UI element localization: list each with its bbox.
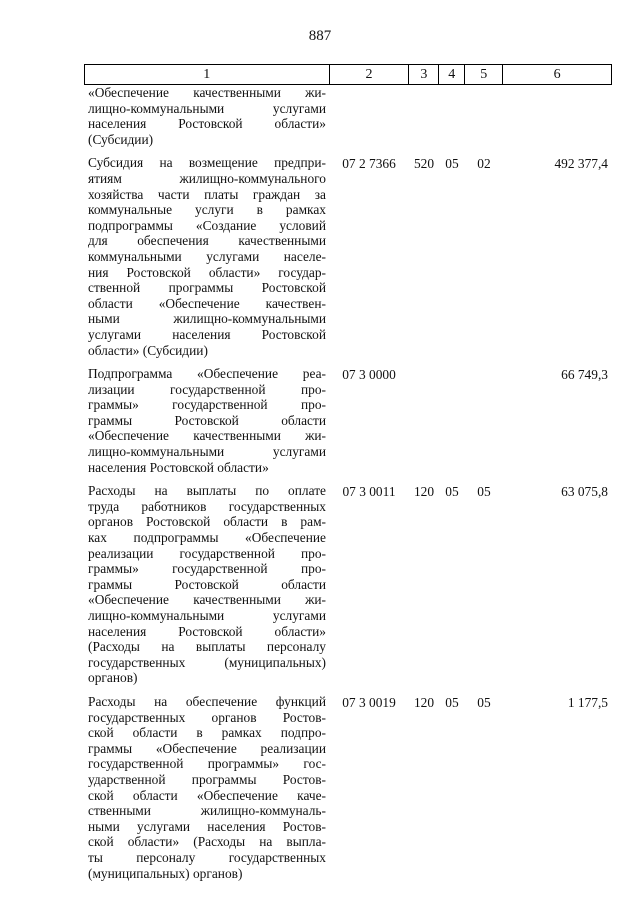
header-col-2: 2 [330, 65, 410, 84]
header-col-5: 5 [465, 65, 503, 84]
row-pr [465, 366, 503, 475]
row-description [84, 483, 329, 686]
description-line: области «Обеспечение качествен- [88, 295, 326, 311]
row-pr: 05 [477, 484, 491, 500]
row-code: 07 3 0000 [342, 367, 396, 383]
description-line: (Расходы на выплаты персоналу [88, 639, 326, 655]
description-line: коммунальные услуги в рамках [88, 202, 326, 218]
table-body [84, 85, 612, 881]
row-vr: 120 [413, 694, 435, 710]
description-line: лищно-коммунальными услугами [88, 444, 326, 460]
row-sum: 1 177,5 [567, 694, 608, 710]
description-line: граммы «Обеспечение реализации [88, 740, 326, 756]
row-vr: 520 [413, 156, 435, 172]
description-line: лищно-коммунальными услугами [88, 608, 326, 623]
row-rz: 05 [445, 484, 459, 500]
header-col-1: 1 [85, 65, 330, 84]
description-line: Подпрограмма «Обеспечение реа- [88, 366, 326, 382]
header-col-3: 3 [409, 65, 439, 84]
table-row [84, 694, 612, 881]
description-line: государственных органов Ростов- [88, 709, 326, 725]
page-number: 887 [308, 28, 332, 44]
row-pr: 02 [477, 156, 491, 172]
row-vr [409, 366, 439, 475]
description-line: области» (Субсидии) [88, 342, 208, 358]
description-line: граммы Ростовской области [88, 576, 326, 592]
description-line: ния Ростовской области» государ- [88, 264, 326, 280]
description-line: ственными жилищно-коммуналь- [88, 803, 326, 819]
row-gap [84, 358, 612, 366]
row-code [329, 85, 409, 147]
table-row [84, 366, 612, 475]
row-sum: 492 377,4 [554, 156, 608, 172]
row-gap [84, 147, 612, 155]
description-line: ской области» (Расходы на выпла- [88, 834, 326, 850]
description-line: (муниципальных) органов) [88, 865, 243, 881]
header-col-6: 6 [503, 65, 612, 84]
description-line: услугами населения Ростовской [88, 326, 326, 342]
row-description [84, 155, 329, 358]
description-line: «Обеспечение качественными жи- [88, 592, 326, 608]
description-line: (Субсидии) [88, 131, 154, 147]
row-description [84, 85, 329, 147]
description-line: для обеспечения качественными [88, 233, 326, 249]
description-line: подпрограммы «Создание условий [88, 217, 326, 233]
row-sum: 66 749,3 [561, 367, 608, 383]
table-header [84, 64, 612, 85]
table-row [84, 483, 612, 686]
description-line: труда работников государственных [88, 498, 326, 514]
description-line: ударственной программы Ростов- [88, 771, 326, 787]
row-code: 07 3 0011 [342, 484, 396, 500]
description-line: «Обеспечение качественными жи- [88, 85, 326, 100]
description-line: ятиям жилищно-коммунального [88, 170, 326, 186]
row-description [84, 694, 329, 881]
description-line: ными жилищно-коммунальными [88, 311, 326, 327]
description-line: населения Ростовской области» [88, 459, 269, 475]
row-vr: 120 [413, 484, 435, 500]
description-line: ках подпрограммы «Обеспечение [88, 530, 326, 546]
row-sum [503, 85, 612, 147]
description-line: ской области «Обеспечение каче- [88, 787, 326, 803]
row-code: 07 3 0019 [342, 694, 396, 710]
description-line: ской области в рамках подпро- [88, 725, 326, 741]
description-line: Субсидия на возмещение предпри- [88, 155, 326, 171]
description-line: государственных (муниципальных) [88, 654, 326, 670]
row-gap [84, 686, 612, 694]
row-description [84, 366, 329, 475]
row-rz: 05 [445, 156, 459, 172]
row-sum: 63 075,8 [561, 484, 608, 500]
row-code: 07 2 7366 [342, 156, 396, 172]
description-line: граммы» государственной про- [88, 561, 326, 577]
description-line: органов) [88, 670, 138, 686]
table-row [84, 155, 612, 358]
description-line: лизации государственной про- [88, 381, 326, 397]
description-line: граммы» государственной про- [88, 397, 326, 413]
description-line: граммы Ростовской области [88, 412, 326, 428]
description-line: ственной программы Ростовской [88, 280, 326, 296]
budget-table [84, 64, 612, 881]
row-vr [409, 85, 439, 147]
row-rz: 05 [445, 694, 459, 710]
description-line: органов Ростовской области в рам- [88, 514, 326, 530]
description-line: Расходы на выплаты по оплате [88, 483, 326, 499]
description-line: Расходы на обеспечение функций [88, 693, 326, 709]
description-line: хозяйства части платы граждан за [88, 186, 326, 202]
description-line: «Обеспечение качественными жи- [88, 428, 326, 444]
header-col-4: 4 [439, 65, 465, 84]
description-line: государственной программы» гос- [88, 756, 326, 772]
row-gap [84, 475, 612, 483]
table-row [84, 85, 612, 147]
description-line: реализации государственной про- [88, 545, 326, 561]
description-line: населения Ростовской области» [88, 623, 326, 639]
row-pr [465, 85, 503, 147]
description-line: ты персоналу государственных [88, 849, 326, 865]
row-rz [439, 85, 465, 147]
description-line: ными услугами населения Ростов- [88, 818, 326, 834]
description-line: коммунальными услугами населе- [88, 248, 326, 264]
row-pr: 05 [477, 694, 491, 710]
description-line: лищно-коммунальными услугами [88, 100, 326, 116]
row-rz [439, 366, 465, 475]
description-line: населения Ростовской области» [88, 116, 326, 132]
